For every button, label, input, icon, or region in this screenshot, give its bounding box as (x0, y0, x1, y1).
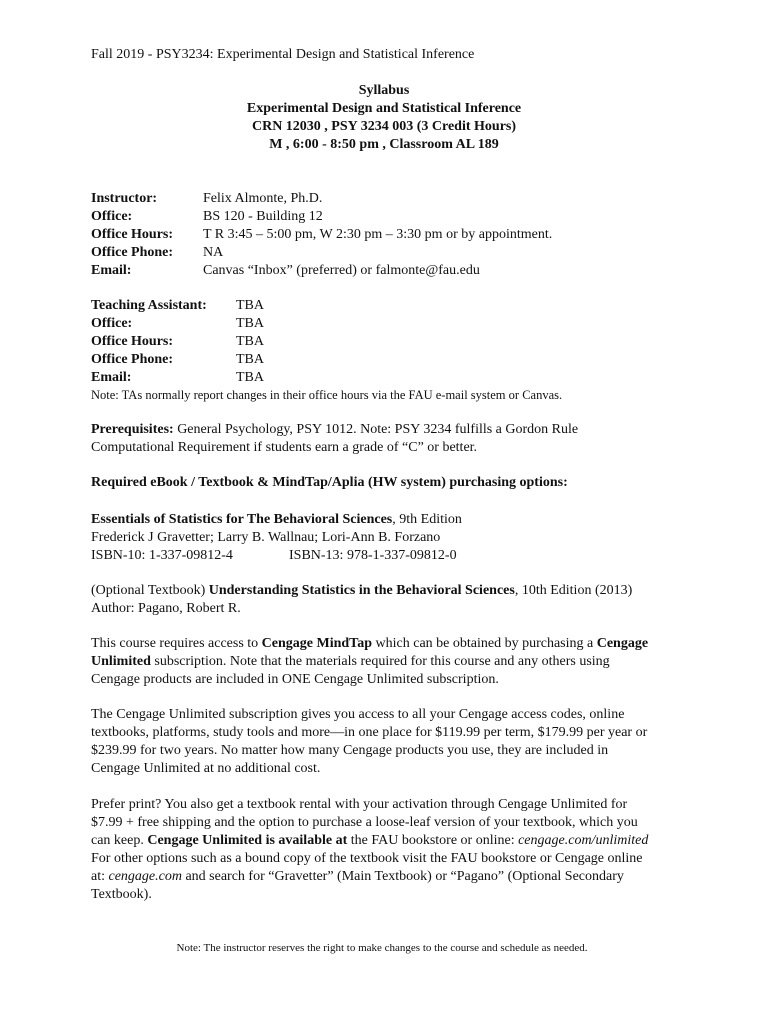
para1-text: This course requires access to (91, 636, 262, 651)
unlimited-label: Unlimited (91, 654, 151, 669)
textbook-main-title: Essentials of Statistics for The Behavioral Sciences (91, 512, 393, 527)
office-phone-label: Office Phone: (91, 245, 174, 260)
required-materials-heading: Required eBook / Textbook & MindTap/Aplia (HW system) purchasing options: (91, 475, 568, 490)
textbook-main-title-line (91, 511, 462, 529)
course-crn: CRN 12030 , PSY 3234 003 (3 Credit Hours) (251, 119, 517, 134)
print-paragraph-line5 (91, 868, 624, 886)
textbook-main-isbn13: ISBN-13: 978-1-337-09812-0 (289, 548, 457, 563)
ta-office-value: TBA (236, 316, 264, 331)
ta-phone-label: Office Phone: (91, 352, 174, 367)
subscription-paragraph-line3: $239.99 for two years. No matter how many Cengage products you use, they are included in (91, 743, 609, 758)
prerequisites-line (91, 421, 578, 439)
office-value: BS 120 - Building 12 (203, 209, 323, 224)
print-paragraph-line1: Prefer print? You also get a textbook rental with your activation through Cengage Unlimited for (91, 797, 628, 812)
textbook-main-authors: Frederick J Gravetter; Larry B. Wallnau; Lori-Ann B. Forzano (91, 530, 441, 545)
mindtap-paragraph-line2 (91, 653, 610, 671)
office-hours-label: Office Hours: (91, 227, 174, 242)
textbook-optional-prefix: (Optional Textbook) (91, 583, 209, 598)
cengage-label: Cengage (596, 636, 649, 651)
textbook-optional-edition: , 10th Edition (2013) (514, 583, 633, 598)
office-label: Office: (91, 209, 133, 224)
course-title: Experimental Design and Statistical Inference (246, 101, 522, 116)
mindtap-paragraph-line1 (91, 635, 648, 653)
cengage-link[interactable]: cengage.com (108, 869, 182, 884)
prerequisites-text: General Psychology, PSY 1012. Note: PSY 3234 fulfills a Gordon Rule (173, 422, 579, 437)
ta-office-label: Office: (91, 316, 133, 331)
office-hours-value: T R 3:45 – 5:00 pm, W 2:30 pm – 3:30 pm or by appointment. (203, 227, 553, 242)
email-value: Canvas “Inbox” (preferred) or falmonte@fau.edu (203, 263, 480, 278)
subscription-paragraph-line2: textbooks, platforms, study tools and more—in one place for $119.99 per term, $179.99 per year or (91, 725, 648, 740)
ta-note: Note: TAs normally report changes in their office hours via the FAU e-mail system or Canvas. (91, 388, 563, 402)
prerequisites-text-cont: Computational Requirement if students earn a grade of “C” or better. (91, 440, 478, 455)
course-schedule: M , 6:00 - 8:50 pm , Classroom AL 189 (269, 137, 499, 152)
ta-email-label: Email: (91, 370, 132, 385)
textbook-main-edition: , 9th Edition (392, 512, 462, 527)
email-label: Email: (91, 263, 132, 278)
subscription-paragraph-line1: The Cengage Unlimited subscription gives you access to all your Cengage access codes, online (91, 707, 625, 722)
textbook-optional-author: Author: Pagano, Robert R. (91, 601, 241, 616)
ta-label: Teaching Assistant: (91, 298, 207, 313)
ta-value: TBA (236, 298, 264, 313)
para3-text: can keep. (91, 833, 148, 848)
cengage-unlimited-available: Cengage Unlimited is available at (147, 833, 348, 848)
course-header: Fall 2019 - PSY3234: Experimental Design and Statistical Inference (91, 47, 475, 62)
instructor-value: Felix Almonte, Ph.D. (203, 191, 323, 206)
textbook-main-isbn10: ISBN-10: 1-337-09812-4 (91, 548, 233, 563)
print-paragraph-line3 (91, 832, 648, 850)
subscription-paragraph-line4: Cengage Unlimited at no additional cost. (91, 761, 321, 776)
ta-hours-label: Office Hours: (91, 334, 174, 349)
footer-note: Note: The instructor reserves the right to make changes to the course and schedule as needed. (176, 942, 588, 954)
office-phone-value: NA (203, 245, 224, 260)
syllabus-title: Syllabus (358, 83, 410, 98)
instructor-label: Instructor: (91, 191, 158, 206)
para3-text: at: (91, 869, 109, 884)
para3-text: and search for “Gravetter” (Main Textbook) or “Pagano” (Optional Secondary (181, 869, 624, 884)
para1-text: which can be obtained by purchasing a (372, 636, 597, 651)
ta-email-value: TBA (236, 370, 264, 385)
textbook-optional-line (91, 582, 632, 600)
textbook-optional-title: Understanding Statistics in the Behavioral Sciences (208, 583, 515, 598)
para3-text: the FAU bookstore or online: (347, 833, 519, 848)
prerequisites-label: Prerequisites: (91, 422, 174, 437)
cengage-mindtap: Cengage MindTap (261, 636, 373, 651)
print-paragraph-line4: For other options such as a bound copy of the textbook visit the FAU bookstore or Cengage online (91, 851, 643, 866)
print-paragraph-line2: $7.99 + free shipping and the option to purchase a loose-leaf version of your textbook, which you (91, 815, 638, 830)
mindtap-paragraph-line3: Cengage products are included in ONE Cengage Unlimited subscription. (91, 672, 499, 687)
para1-text: subscription. Note that the materials required for this course and any others using (150, 654, 610, 669)
ta-phone-value: TBA (236, 352, 264, 367)
ta-hours-value: TBA (236, 334, 264, 349)
cengage-unlimited-link[interactable]: cengage.com/unlimited (518, 833, 649, 848)
print-paragraph-line6: Textbook). (91, 887, 152, 902)
